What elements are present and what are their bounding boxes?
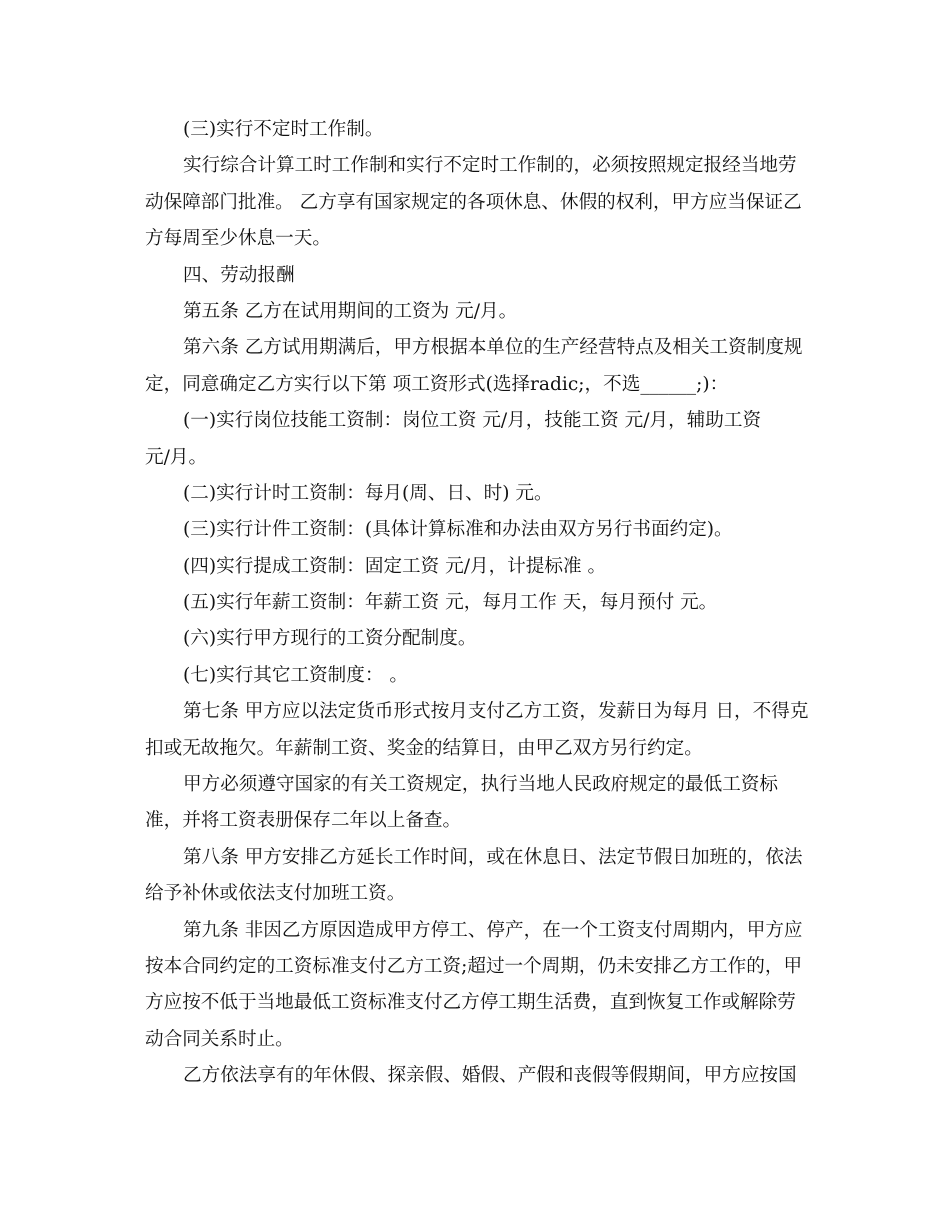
text-line: (七)实行其它工资制度： 。 bbox=[183, 664, 408, 686]
text-line: (六)实行甲方现行的工资分配制度。 bbox=[183, 628, 477, 650]
text-line: 动保障部门批准。 乙方享有国家规定的各项休息、休假的权利，甲方应当保证乙 bbox=[145, 191, 802, 213]
text-line: (二)实行计时工资制：每月(周、日、时) 元。 bbox=[183, 482, 553, 504]
text-line: 第七条 甲方应以法定货币形式按月支付乙方工资，发薪日为每月 日，不得克 bbox=[183, 701, 809, 723]
text-line: 乙方依法享有的年休假、探亲假、婚假、产假和丧假等假期间，甲方应按国 bbox=[183, 1065, 797, 1087]
text-line: 甲方必须遵守国家的有关工资规定，执行当地人民政府规定的最低工资标 bbox=[183, 774, 779, 796]
text-line: 定，同意确定乙方实行以下第 项工资形式(选择radic;，不选______;)： bbox=[145, 373, 729, 395]
text-line: (一)实行岗位技能工资制：岗位工资 元/月，技能工资 元/月，辅助工资 bbox=[183, 410, 762, 432]
text-line: (三)实行计件工资制：(具体计算标准和办法由双方另行书面约定)。 bbox=[183, 519, 733, 541]
text-line: 方应按不低于当地最低工资标准支付乙方停工期生活费，直到恢复工作或解除劳 bbox=[145, 992, 796, 1014]
text-line: (五)实行年薪工资制：年薪工资 元，每月工作 天，每月预付 元。 bbox=[183, 592, 718, 614]
text-line: 第八条 甲方安排乙方延长工作时间，或在休息日、法定节假日加班的，依法 bbox=[183, 846, 803, 868]
text-line: (三)实行不定时工作制。 bbox=[183, 119, 384, 140]
text-line: 第六条 乙方试用期满后，甲方根据本单位的生产经营特点及相关工资制度规 bbox=[183, 337, 803, 359]
text-line: 按本合同约定的工资标准支付乙方工资;超过一个周期，仍未安排乙方工作的，甲 bbox=[145, 955, 803, 977]
document-body bbox=[145, 112, 845, 1095]
text-line: 实行综合计算工时工作制和实行不定时工作制的，必须按照规定报经当地劳 bbox=[183, 155, 797, 177]
text-line: 准，并将工资表册保存二年以上备查。 bbox=[145, 810, 462, 832]
text-line: 元/月。 bbox=[145, 446, 208, 468]
text-line: 动合同关系时止。 bbox=[145, 1028, 294, 1050]
text-line: 扣或无故拖欠。年薪制工资、奖金的结算日，由甲乙双方另行约定。 bbox=[145, 737, 703, 759]
text-line: (四)实行提成工资制：固定工资 元/月，计提标准 。 bbox=[183, 555, 607, 577]
text-line: 给予补休或依法支付加班工资。 bbox=[145, 883, 406, 905]
text-line: 方每周至少休息一天。 bbox=[145, 228, 331, 250]
text-line: 第五条 乙方在试用期间的工资为 元/月。 bbox=[183, 300, 518, 322]
section-heading: 四、劳动报酬 bbox=[183, 264, 295, 286]
text-line: 第九条 非因乙方原因造成甲方停工、停产，在一个工资支付周期内，甲方应 bbox=[183, 919, 803, 941]
